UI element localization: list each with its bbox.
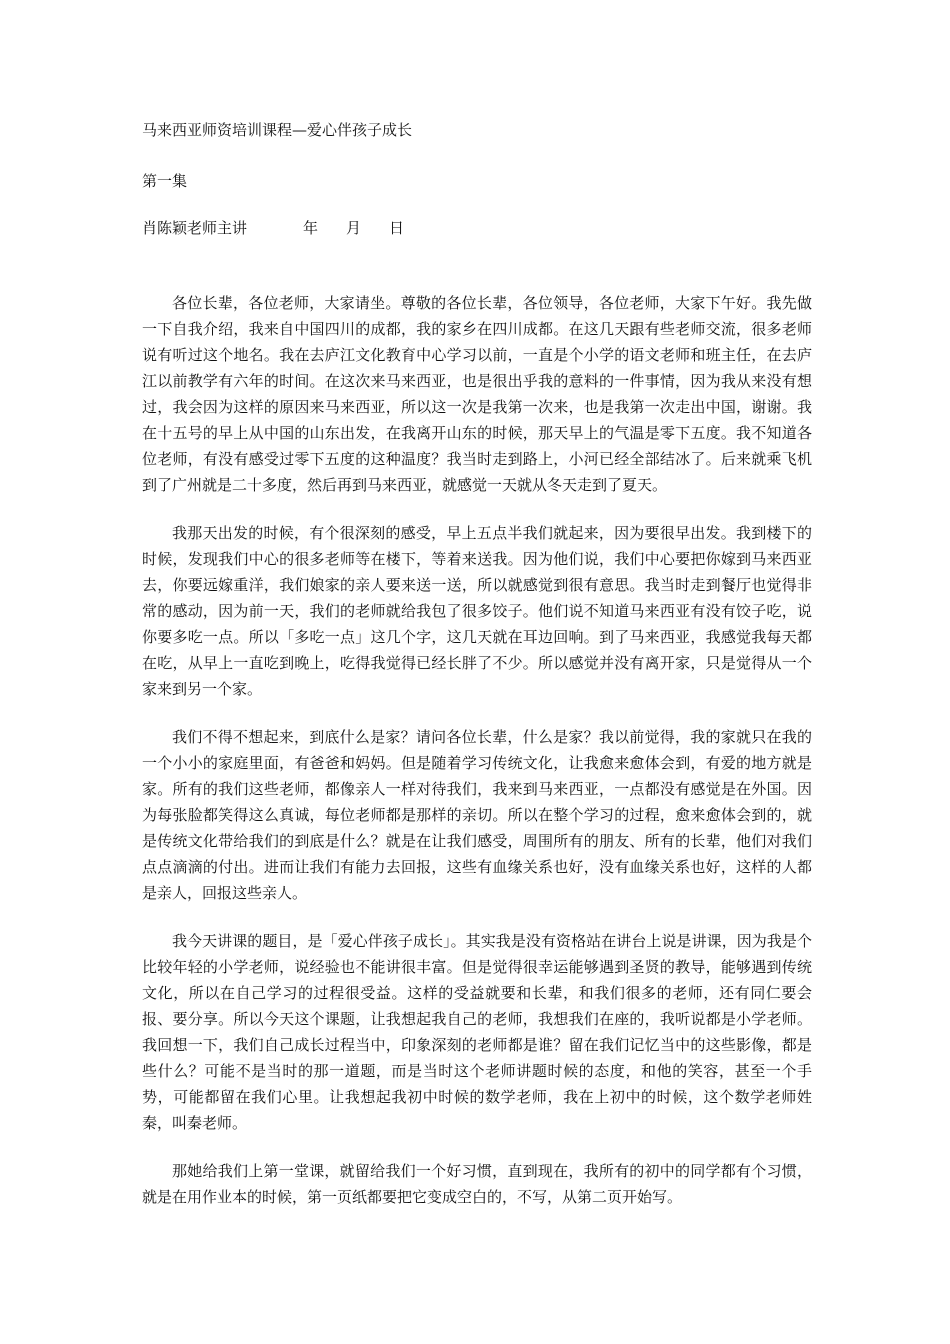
- paragraph: 我们不得不想起来，到底什么是家？请问各位长辈，什么是家？我以前觉得，我的家就只在我的一个小小的家庭里面，有爸爸和妈妈。但是随着学习传统文化，让我愈来愈体会到，有爱的地方就是家。所有的我们这些老师，都像亲人一样对待我们，我来到马来西亚，一点都没有感觉是在外国。因为每张脸都笑得这么真诚，每位老师都是那样的亲切。所以在整个学习的过程，愈来愈体会到的，就是传统文化带给我们的到底是什么？就是在让我们感受，周围所有的朋友、所有的长辈，他们对我们点点滴滴的付出。进而让我们有能力去回报，这些有血缘关系也好，没有血缘关系也好，这样的人都是亲人，回报这些亲人。: [142, 728, 812, 902]
- paragraph: 我那天出发的时候，有个很深刻的感受，早上五点半我们就起来，因为要很早出发。我到楼下的时候，发现我们中心的很多老师等在楼下，等着来送我。因为他们说，我们中心要把你嫁到马来西亚去，你要远嫁重洋，我们娘家的亲人要来送一送，所以就感觉到很有意思。我当时走到餐厅也觉得非常的感动，因为前一天，我们的老师就给我包了很多饺子。他们说不知道马来西亚有没有饺子吃，说你要多吃一点。所以「多吃一点」这几个字，这几天就在耳边回响。到了马来西亚，我感觉我每天都在吃，从早上一直吃到晚上，吃得我觉得已经长胖了不少。所以感觉并没有离开家，只是觉得从一个家来到另一个家。: [142, 524, 812, 698]
- lecture-body: [142, 290, 812, 1232]
- date-day: 日: [389, 219, 405, 237]
- lecturer-date-line: [142, 218, 432, 238]
- paragraph: 各位长辈，各位老师，大家请坐。尊敬的各位长辈，各位领导，各位老师，大家下午好。我先做一下自我介绍，我来自中国四川的成都，我的家乡在四川成都。在这几天跟有些老师交流，很多老师说有听过这个地名。我在去庐江文化教育中心学习以前，一直是个小学的语文老师和班主任，在去庐江以前教学有六年的时间。在这次来马来西亚，也是很出乎我的意料的一件事情，因为我从来没有想过，我会因为这样的原因来马来西亚，所以这一次是我第一次来，也是我第一次走出中国，谢谢。我在十五号的早上从中国的山东出发，在我离开山东的时候，那天早上的气温是零下五度。我不知道各位老师，有没有感受过零下五度的这种温度？我当时走到路上，小河已经全部结冰了。后来就乘飞机到了广州就是二十多度，然后再到马来西亚，就感觉一天就从冬天走到了夏天。: [142, 294, 812, 494]
- paragraph: 那她给我们上第一堂课，就留给我们一个好习惯，直到现在，我所有的初中的同学都有个习惯，就是在用作业本的时候，第一页纸都要把它变成空白的，不写，从第二页开始写。: [142, 1162, 812, 1206]
- date-month: 月: [346, 219, 362, 237]
- episode-label: 第一集: [142, 172, 188, 190]
- paragraph: 我今天讲课的题目，是「爱心伴孩子成长」。其实我是没有资格站在讲台上说是讲课，因为我是个比较年轻的小学老师，说经验也不能讲很丰富。但是觉得很幸运能够遇到圣贤的教导，能够遇到传统文化，所以在自己学习的过程很受益。这样的受益就要和长辈，和我们很多的老师，还有同仁要会报、要分享。所以今天这个课题，让我想起我自己的老师，我想我们在座的，我听说都是小学老师。我回想一下，我们自己成长过程当中，印象深刻的老师都是谁？留在我们记忆当中的这些影像，都是些什么？可能不是当时的那一道题，而是当时这个老师讲题时候的态度，和他的笑容，甚至一个手势，可能都留在我们心里。让我想起我初中时候的数学老师，我在上初中的时候，这个数学老师姓秦，叫秦老师。: [142, 932, 812, 1132]
- lecturer-name: 肖陈颖老师主讲: [142, 219, 248, 237]
- document-title: 马来西亚师资培训课程—爱心伴孩子成长: [142, 121, 413, 139]
- date-year: 年: [303, 219, 319, 237]
